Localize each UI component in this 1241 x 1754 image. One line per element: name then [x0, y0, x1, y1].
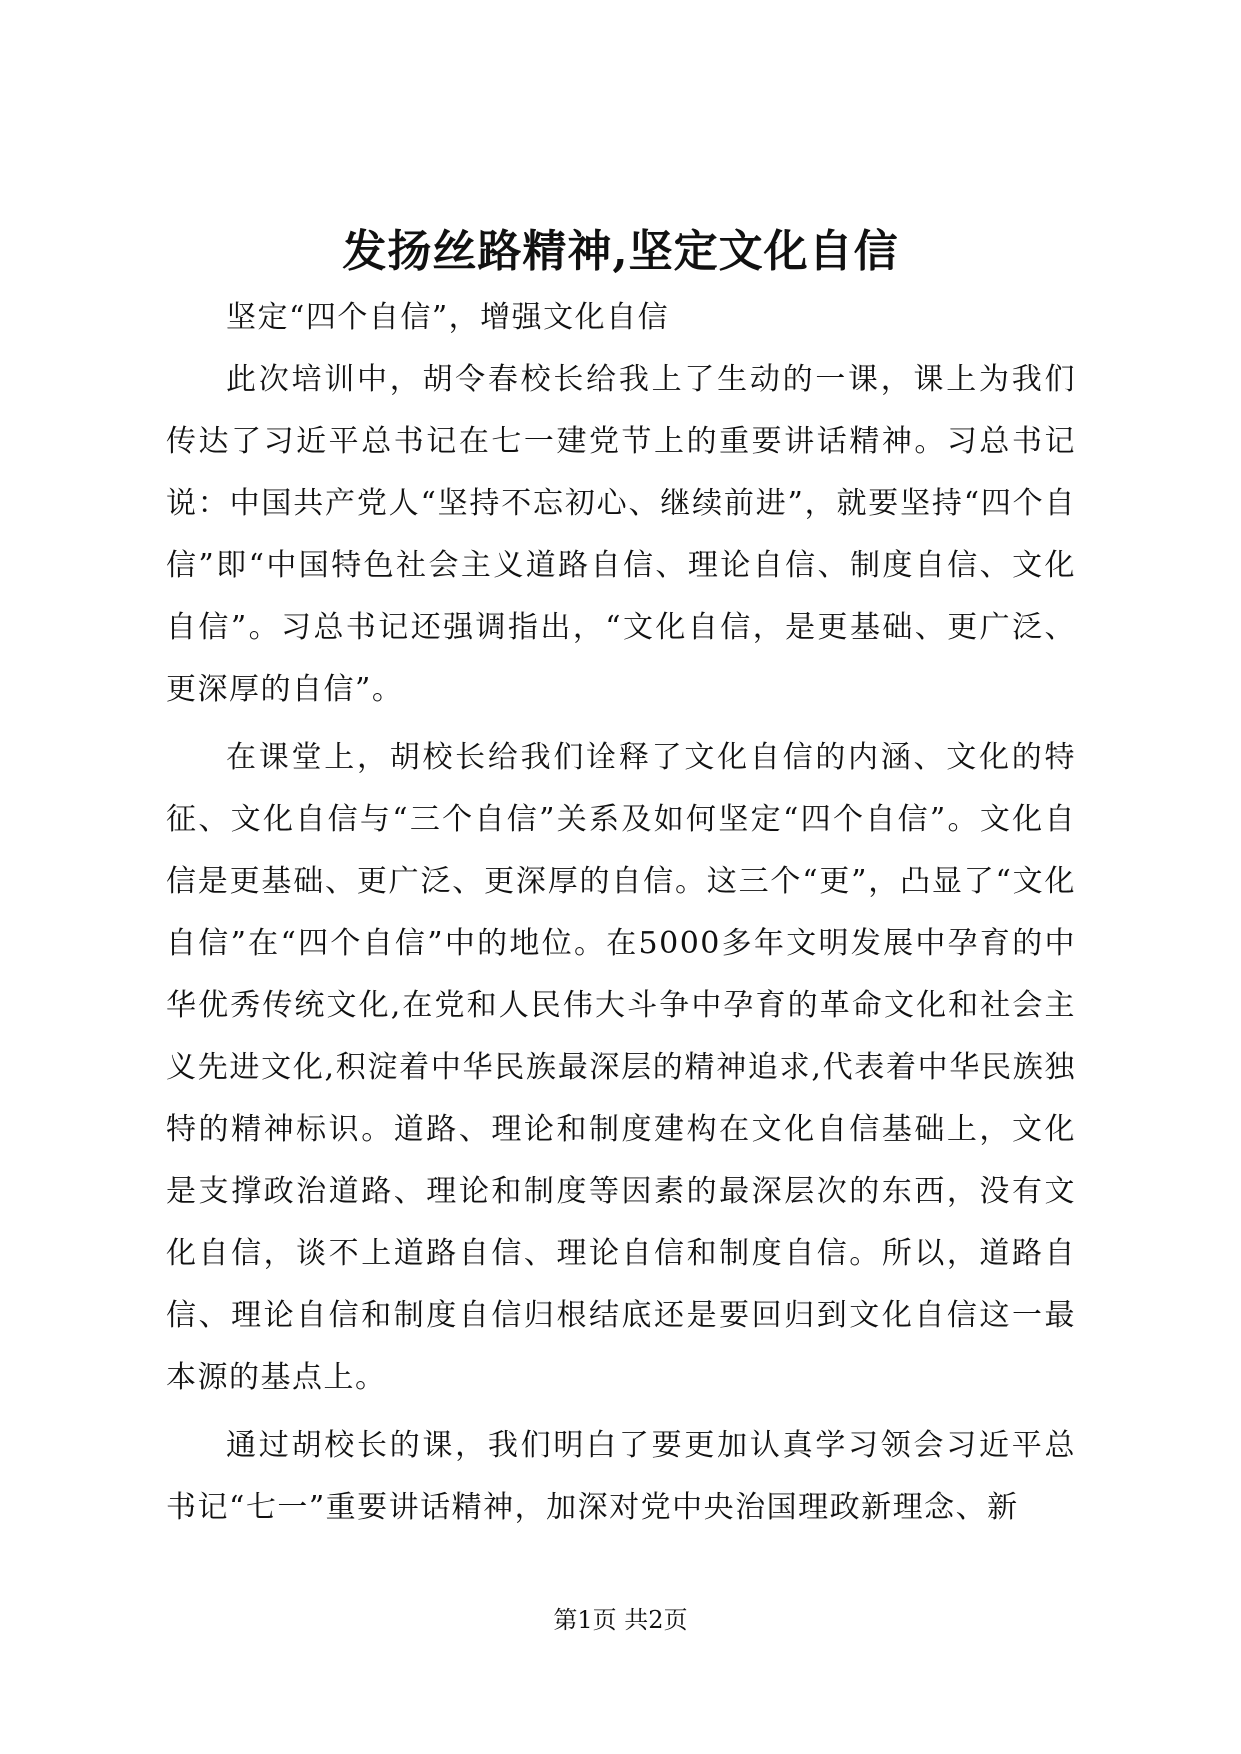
paragraph: 此次培训中，胡令春校长给我上了生动的一课，课上为我们传达了习近平总书记在七一建党节上的重要讲话精神。习总书记说：中国共产党人“坚持不忘初心、继续前进”，就要坚持“四个自信”即“中国特色社会主义道路自信、理论自信、制度自信、文化自信”。习总书记还强调指出，“文化自信，是更基础、更广泛、更深厚的自信”。	[166, 362, 1076, 707]
paragraph: 通过胡校长的课，我们明白了要更加认真学习领会习近平总书记“七一”重要讲话精神，加深对党中央治国理政新理念、新	[166, 1428, 1076, 1525]
document-title: 发扬丝路精神,坚定文化自信	[342, 226, 899, 277]
document-body	[166, 287, 1076, 1539]
paragraph-subtitle: 坚定“四个自信”，增强文化自信	[226, 300, 670, 335]
page-footer: 第1页 共2页	[553, 1606, 688, 1634]
paragraph: 在课堂上，胡校长给我们诠释了文化自信的内涵、文化的特征、文化自信与“三个自信”关系及如何坚定“四个自信”。文化自信是更基础、更广泛、更深厚的自信。这三个“更”，凸显了“文化自信”在“四个自信”中的地位。在5000多年文明发展中孕育的中华优秀传统文化,在党和人民伟大斗争中孕育的革命文化和社会主义先进文化,积淀着中华民族最深层的精神追求,代表着中华民族独特的精神标识。道路、理论和制度建构在文化自信基础上，文化是支撑政治道路、理论和制度等因素的最深层次的东西，没有文化自信，谈不上道路自信、理论自信和制度自信。所以，道路自信、理论自信和制度自信归根结底还是要回归到文化自信这一最本源的基点上。	[166, 740, 1076, 1395]
